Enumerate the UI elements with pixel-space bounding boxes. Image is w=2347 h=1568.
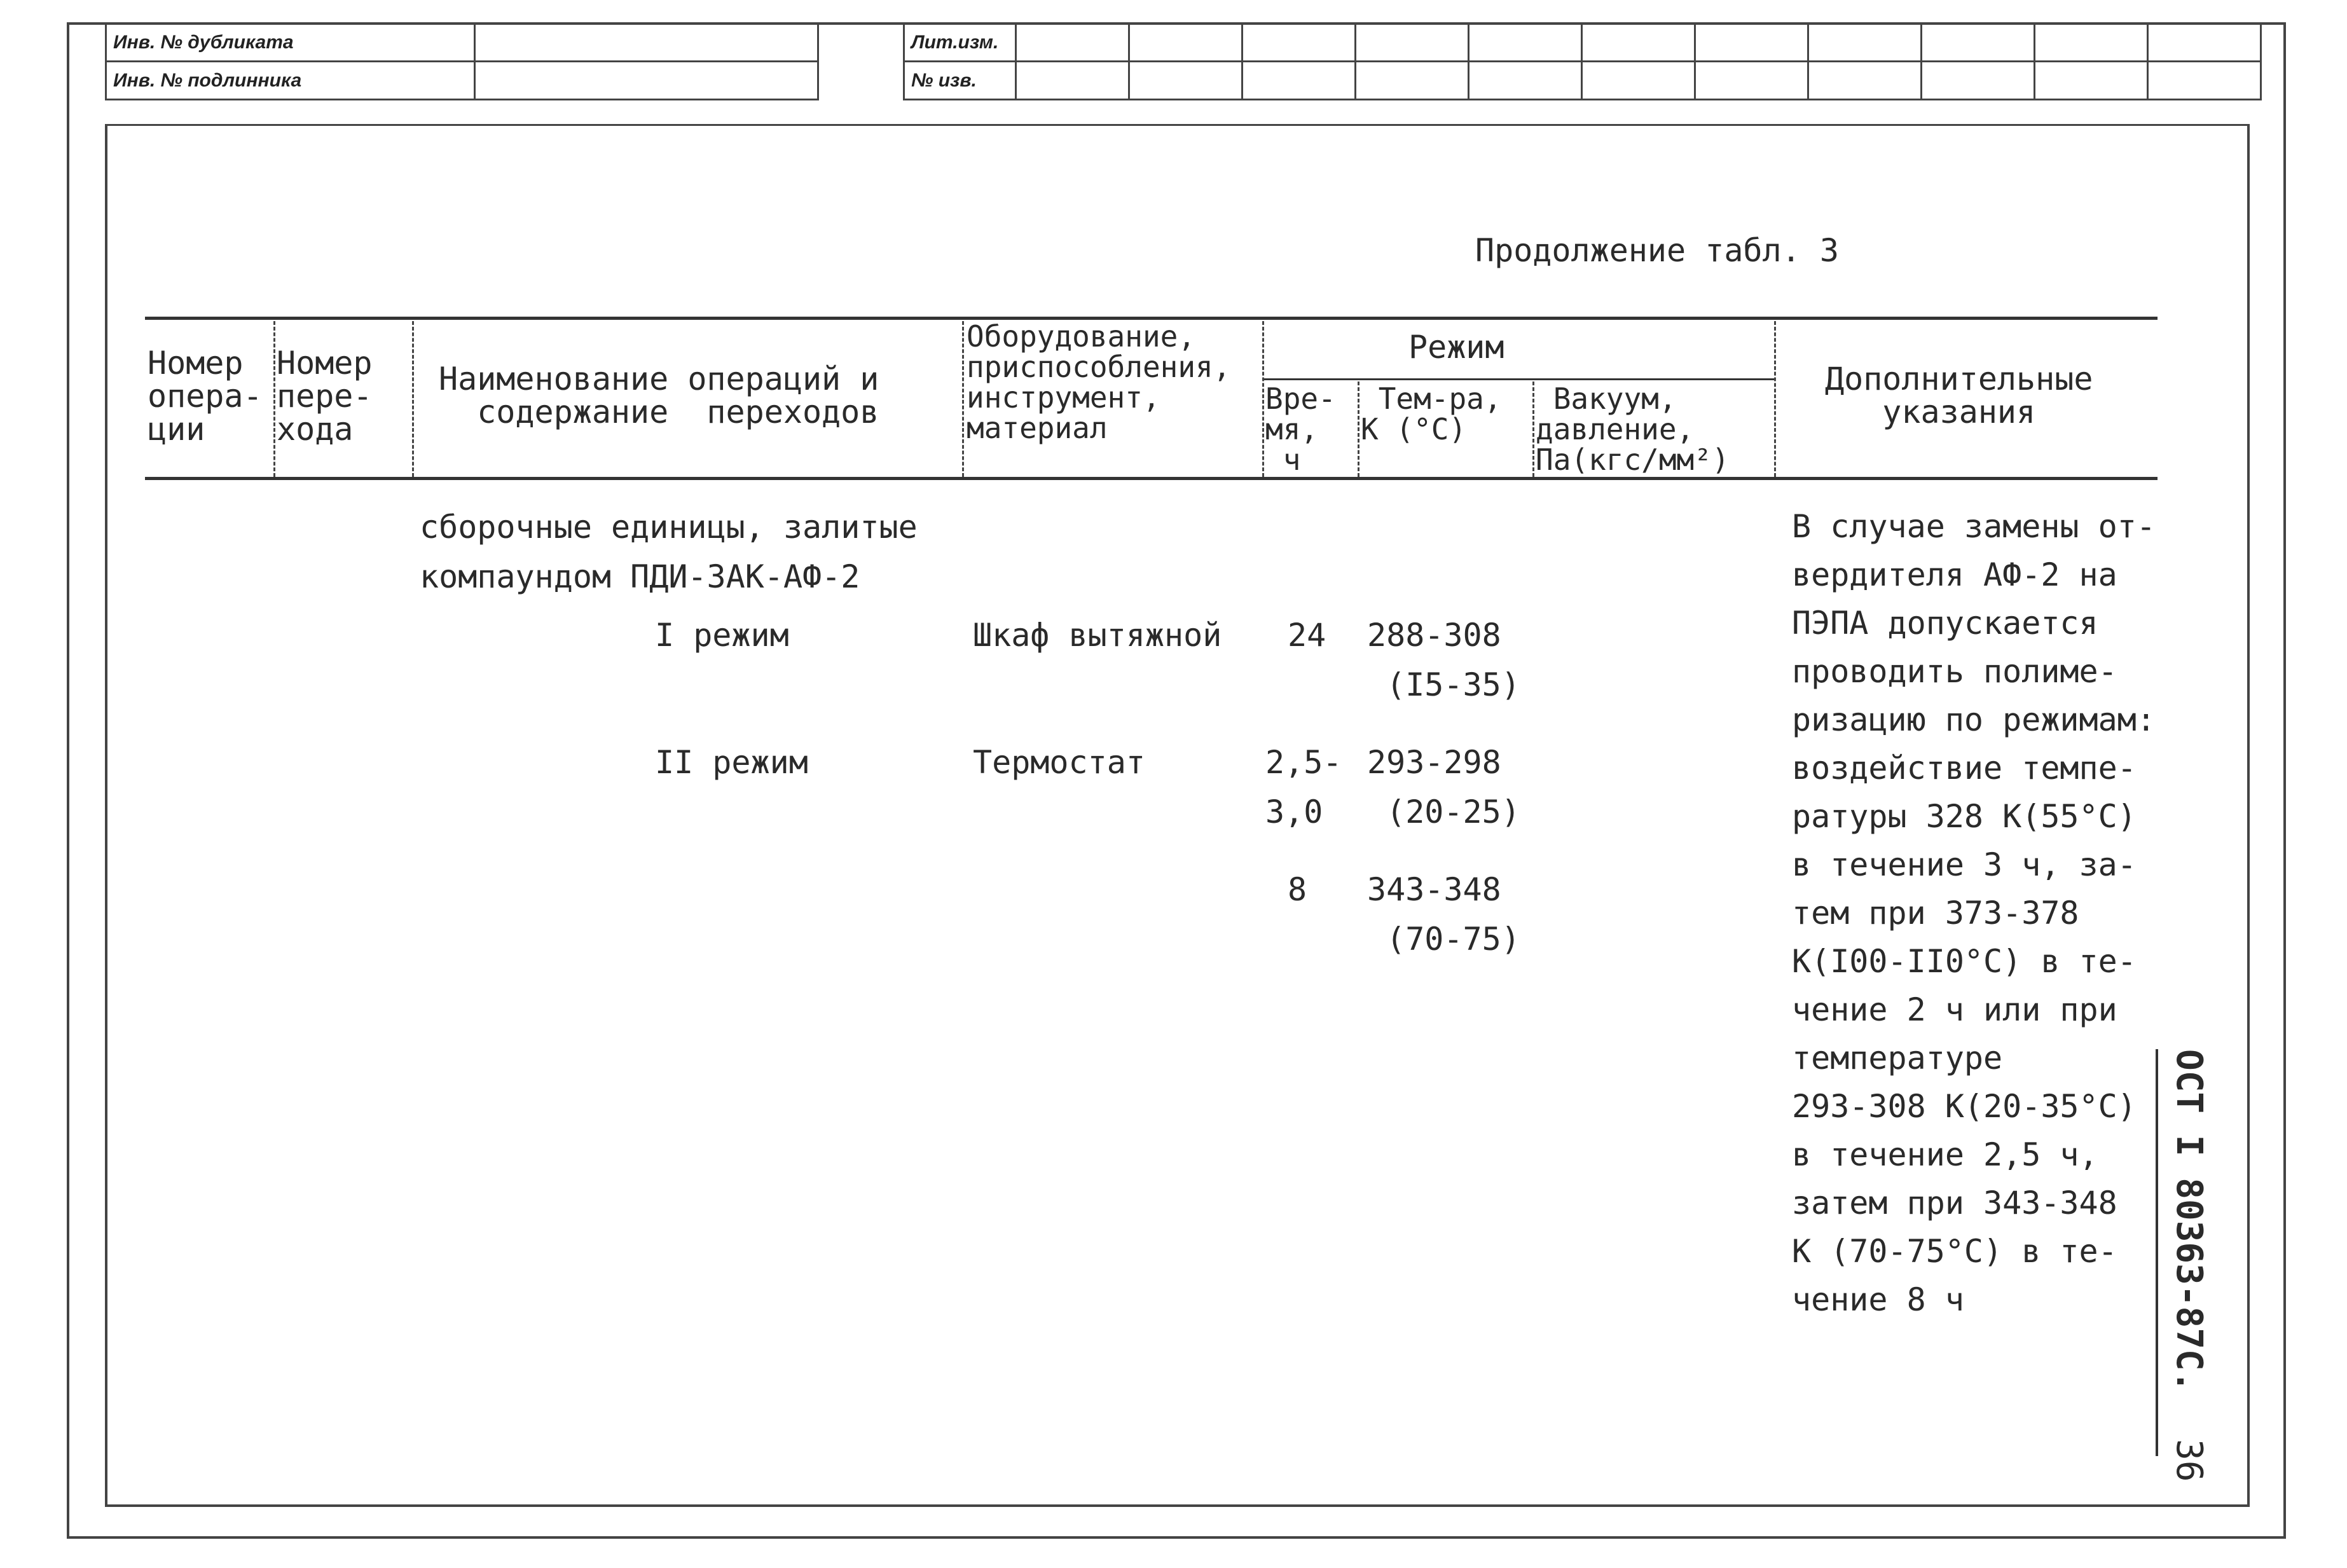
duplicate-value [475, 24, 818, 62]
mode1-time: 24 [1288, 617, 1326, 654]
intro-text: сборочные единицы, залитые компаундом ПДИ-ЗАК-АФ-2 [420, 509, 918, 595]
header-mode: Режим [1408, 329, 1504, 366]
mode2-equipment: Термостат [973, 744, 1145, 781]
stamp-right [903, 22, 2262, 100]
mode3-time: 8 [1288, 871, 1307, 908]
standard-code: ОСТ I 80363-87 [2168, 1049, 2210, 1350]
additional-notes: В случае замены от- вердителя АФ-2 на ПЭПА допускается проводить полиме- ризацию по режимам: воздействие темпе- ратуры 328 К(55°С) в течение 3 ч, за- тем при 373-378 К(I00-II0°С) в те- чение 2 ч или при температуре 293-308 К(20-35°С) в течение 2,5 ч, затем при 343-348 К (70-75°С) в те- чение 8 ч [1792, 508, 2156, 1318]
sep-3 [962, 321, 964, 477]
page-number: 36 [2168, 1439, 2210, 1482]
header-temperature: Тем-ра, К (°С) [1361, 382, 1502, 446]
stamp-left [105, 22, 819, 100]
header-step-number: Номер пере- хода [277, 345, 373, 448]
original-label: Инв. № подлинника [106, 62, 475, 100]
mode3-temperature: 343-348 (70-75) [1367, 871, 1520, 958]
sep-4 [1262, 321, 1264, 477]
sep-1 [273, 321, 275, 477]
mode-subrule [1262, 378, 1774, 380]
izv-label: № изв. [904, 62, 1016, 100]
mode1-temperature: 288-308 (I5-35) [1367, 617, 1520, 703]
header-operation-name: Наименование операций и содержание переходов [439, 361, 879, 430]
original-value [475, 62, 818, 100]
sep-6 [1532, 382, 1534, 477]
header-notes: Дополнительные указания [1825, 361, 2093, 430]
mode2-name: II режим [655, 744, 808, 781]
header-bottom-rule [145, 477, 2158, 480]
duplicate-label: Инв. № дубликата [106, 24, 475, 62]
mode2-temperature: 293-298 (20-25) [1367, 744, 1520, 830]
mode1-equipment: Шкаф вытяжной [973, 617, 1222, 654]
lit-izm-label: Лит.изм. [904, 24, 1016, 62]
page-prefix: С. [2168, 1349, 2210, 1393]
header-vacuum: Вакуум, давление, Па(кгс/мм²) [1536, 382, 1730, 477]
sep-2 [412, 321, 414, 477]
header-equipment: Оборудование, приспособления, инструмент, материал [967, 319, 1231, 445]
document-code [2152, 1049, 2210, 1482]
header-op-number: Номер опера- ции [148, 345, 263, 448]
mode2-time: 2,5- 3,0 [1265, 744, 1342, 830]
header-time: Вре- мя, ч [1265, 382, 1336, 477]
mode1-name: I режим [655, 617, 789, 654]
table-caption: Продолжение табл. 3 [1475, 232, 1839, 269]
sep-7 [1774, 321, 1776, 477]
sep-5 [1358, 382, 1359, 477]
